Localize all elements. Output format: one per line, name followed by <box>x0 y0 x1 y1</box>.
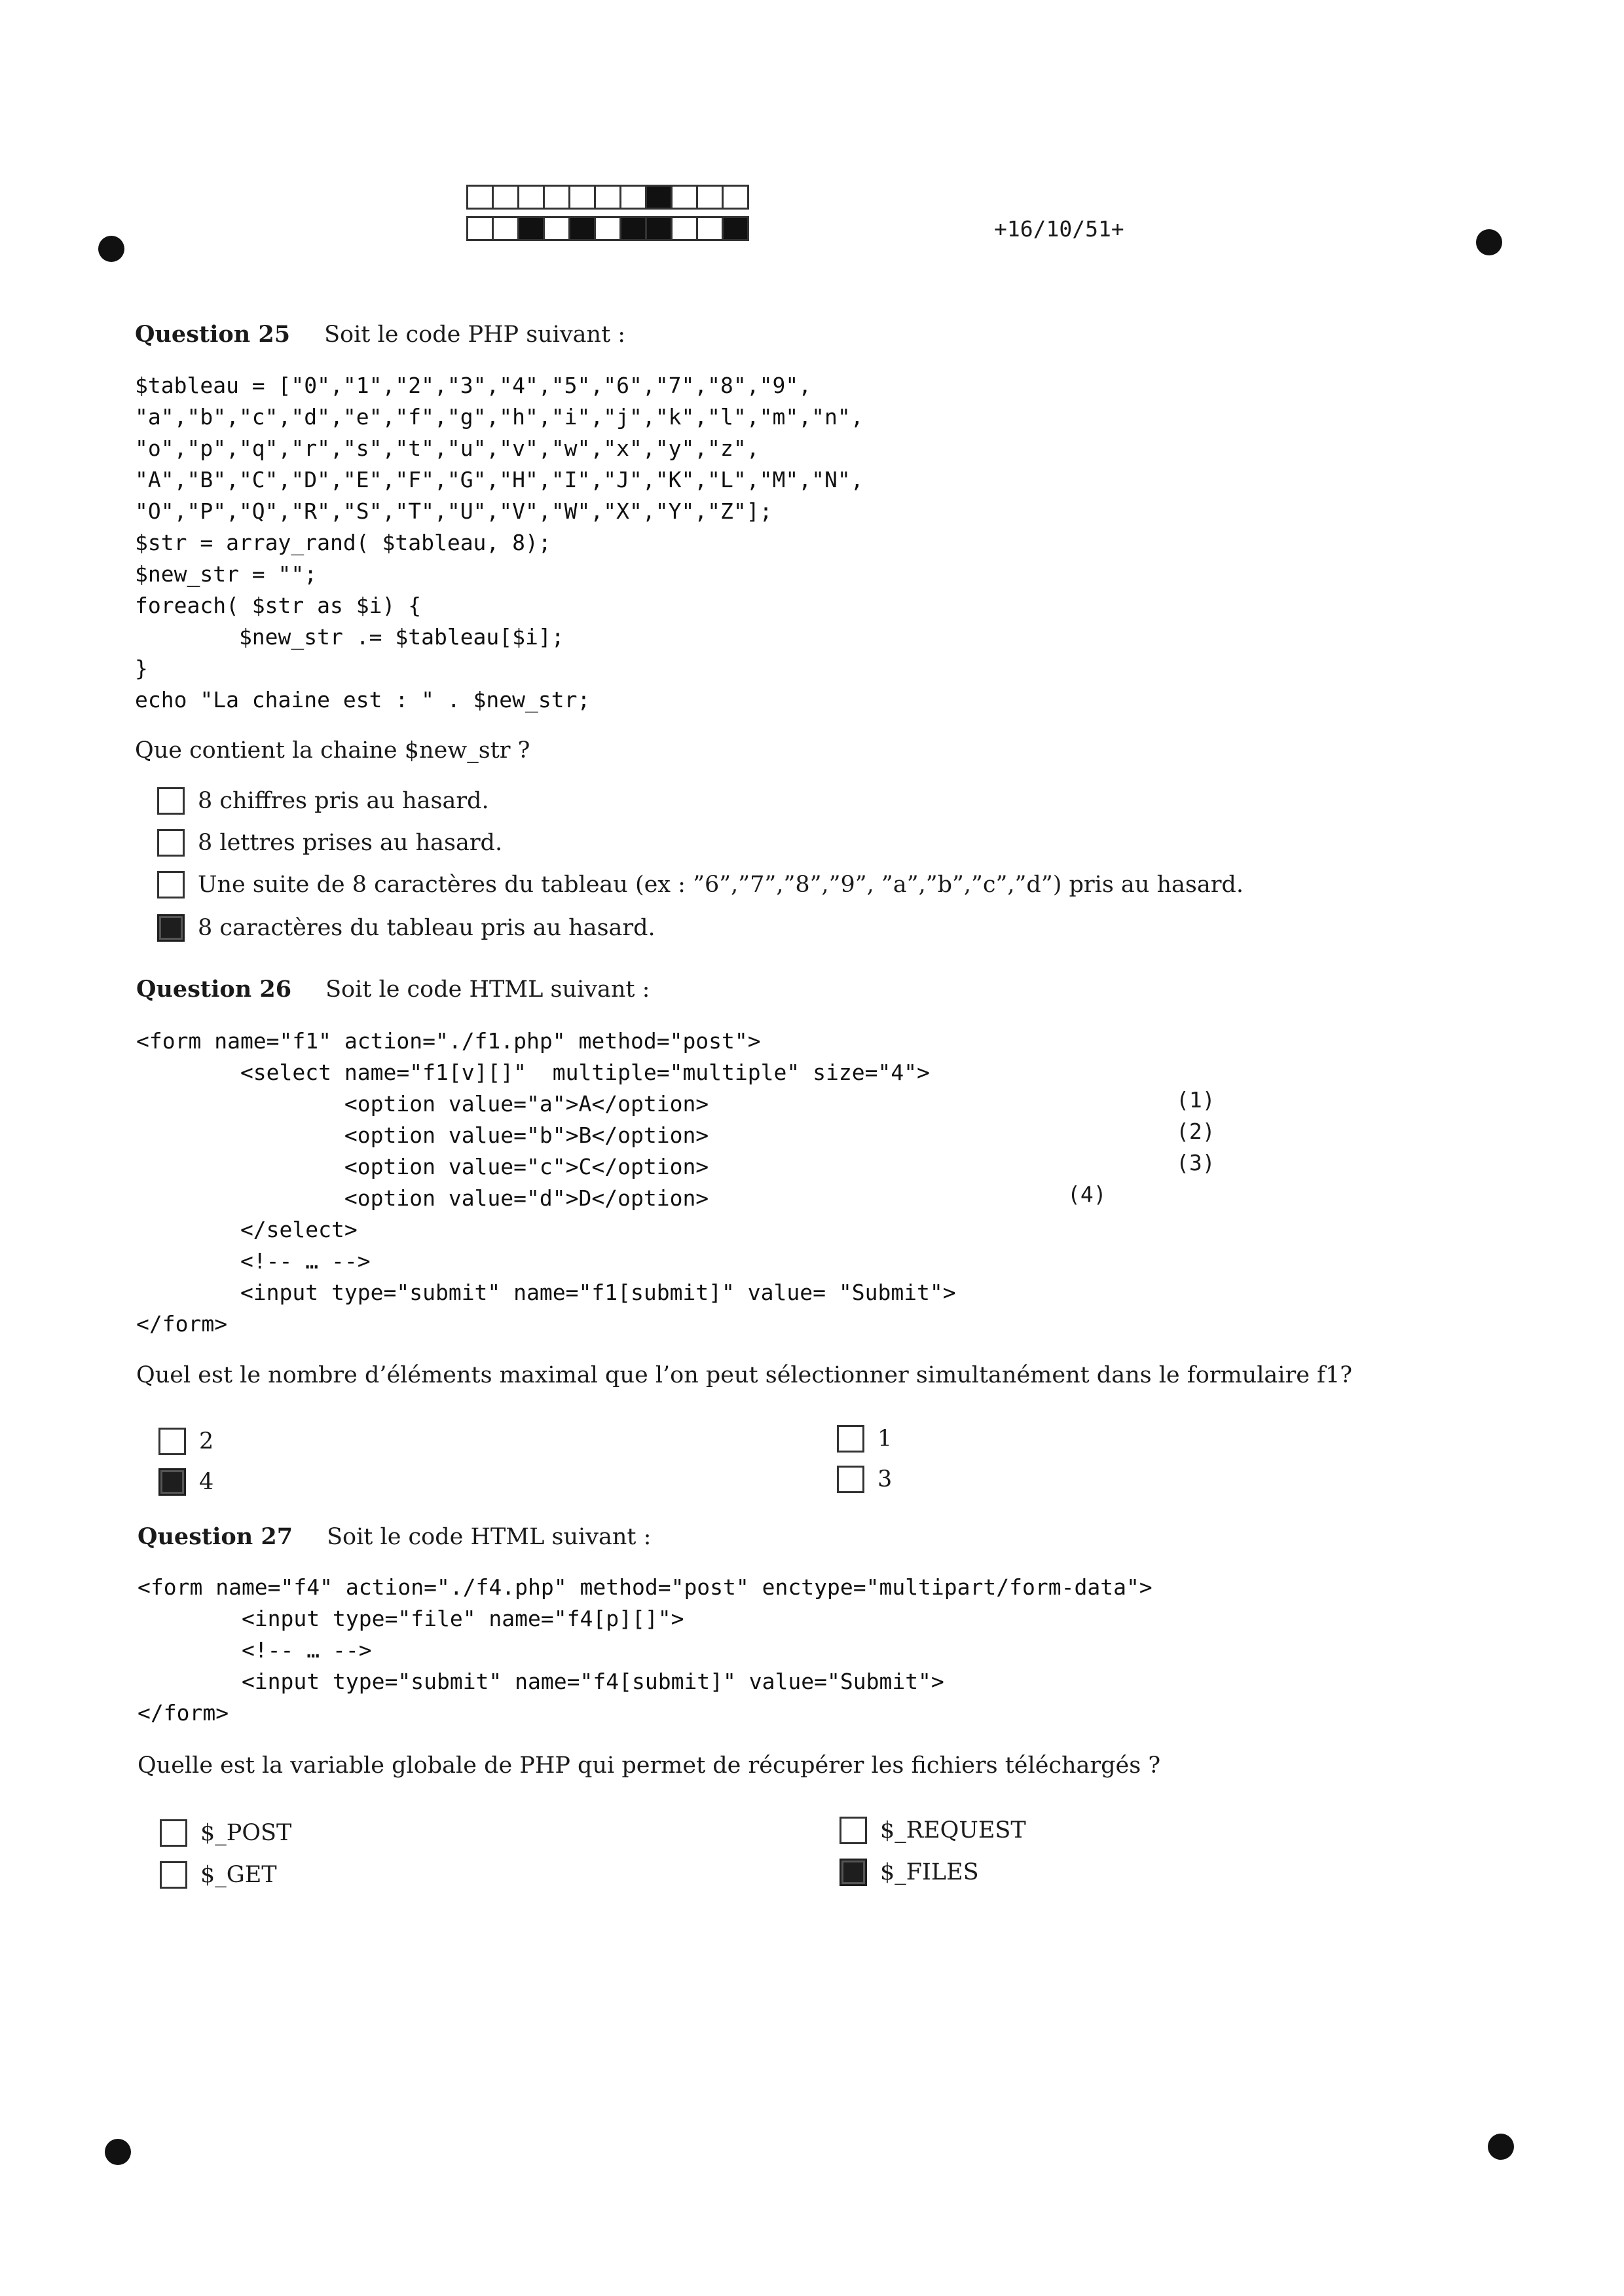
checkbox[interactable] <box>158 1468 186 1496</box>
barcode-cell <box>619 185 647 210</box>
answer-choice[interactable] <box>840 1817 1026 1844</box>
barcode-cell <box>645 216 673 241</box>
question-intro: Soit le code HTML suivant : <box>327 1524 652 1550</box>
barcode-cell <box>517 216 545 241</box>
barcode-cell <box>696 185 724 210</box>
line-marker: (3) <box>1176 1150 1215 1176</box>
answer-choice[interactable] <box>157 914 655 942</box>
question-number: Question 26 <box>136 976 292 1003</box>
page-id: +16/10/51+ <box>994 216 1124 242</box>
answer-choice[interactable] <box>157 871 1244 898</box>
choice-label: 4 <box>199 1469 214 1495</box>
checkbox[interactable] <box>160 1819 187 1847</box>
barcode-cell <box>594 216 621 241</box>
barcode-cell <box>568 216 596 241</box>
question-26-header <box>136 976 650 1003</box>
php-code-block: $tableau = ["0","1","2","3","4","5","6","7","8","9", "a","b","c","d","e","f","g","h","i","j","k","l","m","n", "o","p","q","r","s","t","u","v","w","x","y","z", "A","B","C","D","E","F","G","H","I","J","K","L","M","N", "O","P","Q","R","S","T","U","V","W","X","Y","Z"]; $str = array_rand( $tableau, 8); $new_str = ""; foreach( $str as $i) { $new_str .= $tableau[$i]; } echo "La chaine est : " . $new_str; <box>135 373 864 713</box>
barcode-cell <box>619 216 647 241</box>
registration-dot-top-right <box>1476 229 1502 255</box>
registration-dot-bottom-left <box>105 2139 131 2165</box>
answer-choice[interactable] <box>158 1428 213 1455</box>
question-number: Question 27 <box>138 1523 293 1550</box>
barcode-cell <box>543 216 570 241</box>
question-25-header <box>135 321 625 348</box>
choice-label: $_REQUEST <box>880 1817 1026 1843</box>
barcode-cell <box>696 216 724 241</box>
barcode-top-row <box>466 185 747 210</box>
question-prompt: Quel est le nombre d’éléments maximal que l’on peut sélectionner simultanément dans le formulaire f1? <box>136 1362 1353 1388</box>
barcode-cell <box>466 216 494 241</box>
registration-dot-top-left <box>98 236 124 262</box>
barcode-cell <box>568 185 596 210</box>
checkbox[interactable] <box>840 1817 867 1844</box>
choice-label: Une suite de 8 caractères du tableau (ex : ”6”,”7”,”8”,”9”, ”a”,”b”,”c”,”d”) pris au hasard. <box>198 872 1244 898</box>
line-marker: (4) <box>1067 1181 1107 1207</box>
barcode-cell <box>594 185 621 210</box>
barcode-cell <box>517 185 545 210</box>
answer-choice[interactable] <box>158 1468 213 1496</box>
line-marker: (1) <box>1176 1087 1215 1113</box>
barcode-cell <box>466 185 494 210</box>
checkbox[interactable] <box>160 1861 187 1889</box>
choice-label: 2 <box>199 1428 214 1454</box>
registration-dot-bottom-right <box>1488 2134 1514 2160</box>
answer-choice[interactable] <box>837 1466 892 1493</box>
checkbox[interactable] <box>157 787 185 815</box>
question-intro: Soit le code HTML suivant : <box>325 976 650 1003</box>
question-prompt: Quelle est la variable globale de PHP qui permet de récupérer les fichiers téléchargés ? <box>138 1752 1161 1779</box>
checkbox[interactable] <box>157 871 185 898</box>
choice-label: 8 caractères du tableau pris au hasard. <box>198 915 655 941</box>
answer-choice[interactable] <box>160 1861 277 1889</box>
choice-label: $_FILES <box>880 1859 979 1885</box>
answer-choice[interactable] <box>157 787 489 815</box>
html-code-block: <form name="f1" action="./f1.php" method="post"> <select name="f1[v][]" multiple="multiple" size="4"> <option value="a">A</option> <option value="b">B</option> <option value="c">C</option> <option value="d">D</option> </select> <!-- … --> <input type="submit" name="f1[submit]" value= "Submit"> </form> <box>136 1028 956 1337</box>
barcode-cell <box>722 216 749 241</box>
choice-label: $_POST <box>200 1820 292 1846</box>
barcode-cell <box>671 216 698 241</box>
answer-choice[interactable] <box>840 1859 979 1886</box>
choice-label: 8 chiffres pris au hasard. <box>198 788 489 814</box>
checkbox[interactable] <box>158 1428 186 1455</box>
choice-label: 8 lettres prises au hasard. <box>198 830 503 856</box>
answer-choice[interactable] <box>160 1819 291 1847</box>
question-27-header <box>138 1523 651 1550</box>
question-number: Question 25 <box>135 321 291 348</box>
html-code-block: <form name="f4" action="./f4.php" method="post" enctype="multipart/form-data"> <input type="file" name="f4[p][]"> <!-- … --> <input type="submit" name="f4[submit]" value="Submit"> </form> <box>138 1574 1153 1726</box>
question-prompt: Que contient la chaine $new_str ? <box>135 737 530 764</box>
checkbox[interactable] <box>840 1859 867 1886</box>
barcode-cell <box>543 185 570 210</box>
barcode-bottom-row <box>466 216 747 241</box>
checkbox[interactable] <box>837 1425 864 1453</box>
line-marker: (2) <box>1176 1119 1215 1144</box>
choice-label: 1 <box>877 1426 893 1452</box>
barcode-cell <box>492 185 519 210</box>
barcode-cell <box>492 216 519 241</box>
barcode-cell <box>645 185 673 210</box>
choice-label: $_GET <box>200 1862 277 1888</box>
barcode-cell <box>671 185 698 210</box>
barcode-cell <box>722 185 749 210</box>
answer-choice[interactable] <box>837 1425 892 1453</box>
answer-choice[interactable] <box>157 829 502 857</box>
checkbox[interactable] <box>837 1466 864 1493</box>
question-intro: Soit le code PHP suivant : <box>324 322 626 348</box>
choice-label: 3 <box>877 1466 893 1492</box>
checkbox[interactable] <box>157 829 185 857</box>
checkbox[interactable] <box>157 914 185 942</box>
